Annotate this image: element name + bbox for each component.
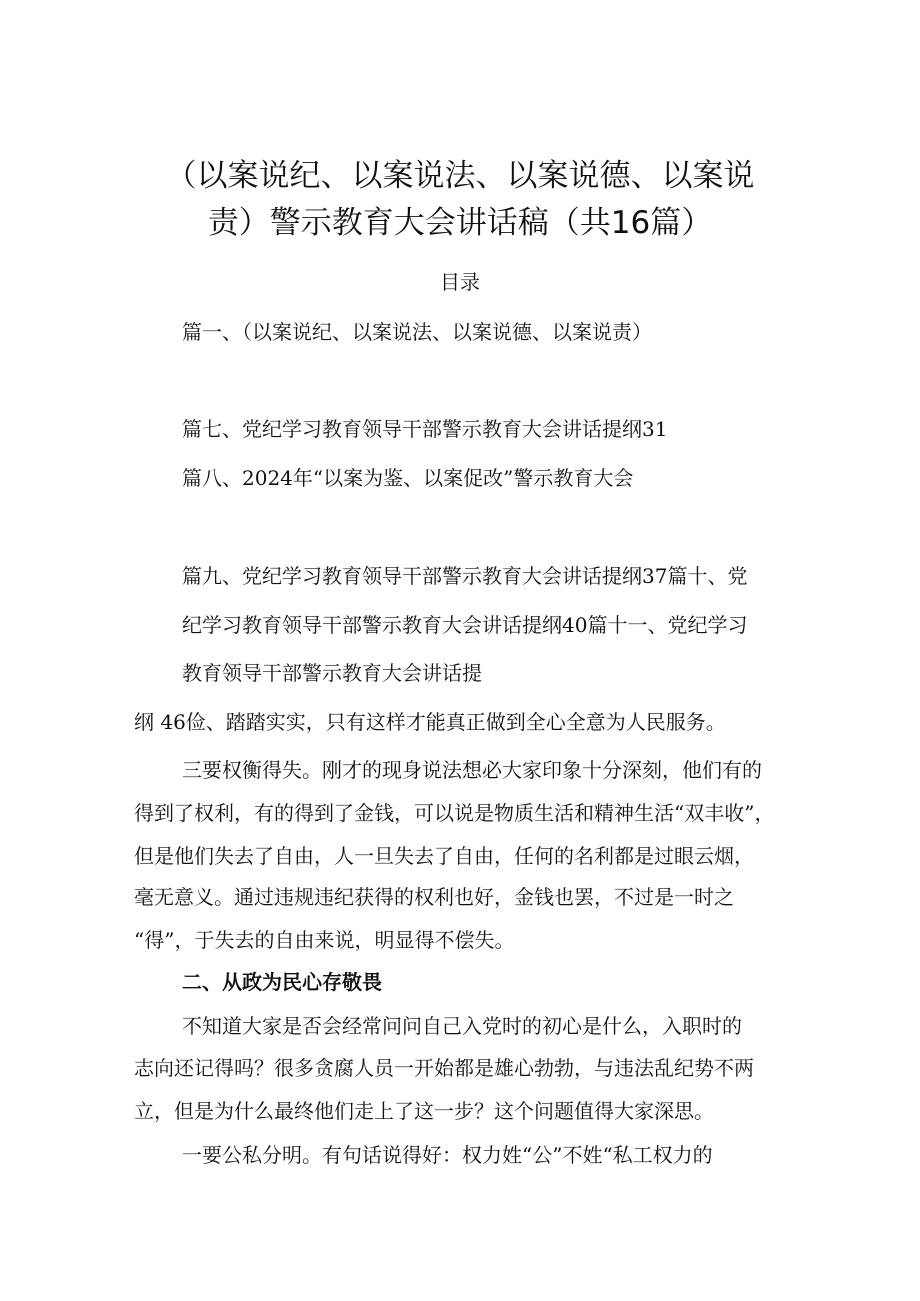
toc-heading: 目录 bbox=[440, 270, 480, 294]
toc-entry-9: 篇九、党纪学习教育领导干部警示教育大会讲话提纲37篇十、党 bbox=[182, 564, 748, 588]
body-line: 三要权衡得失。刚才的现身说法想必大家印象十分深刻，他们有的 bbox=[182, 758, 762, 782]
toc-entry-1: 篇一、（以案说纪、以案说法、以案说德、以案说责） bbox=[182, 320, 652, 344]
toc-entry-8: 篇八、2024年“以案为鉴、以案促改”警示教育大会 bbox=[182, 466, 634, 490]
body-line: 得到了权利，有的得到了金钱，可以说是物质生活和精神生活“双丰收”， bbox=[134, 801, 775, 825]
body-line: 毫无意义。通过违规违纪获得的权利也好，金钱也罢，不过是一时之 bbox=[134, 885, 734, 909]
document-title-line-2: 责）警示教育大会讲话稿（共16篇） bbox=[207, 205, 713, 241]
section-heading: 二、从政为民心存敬畏 bbox=[182, 970, 382, 994]
toc-entry-10: 纪学习教育领导干部警示教育大会讲话提纲40篇十一、党纪学习 bbox=[182, 613, 748, 637]
document-title-line-1: （以案说纪、以案说法、以案说德、以案说 bbox=[165, 158, 755, 194]
toc-entry-11: 教育领导干部警示教育大会讲话提 bbox=[182, 661, 482, 685]
toc-entry-7: 篇七、党纪学习教育领导干部警示教育大会讲话提纲31 bbox=[182, 417, 668, 441]
body-line: 但是他们失去了自由，人一旦失去了自由，任何的名利都是过眼云烟， bbox=[134, 844, 754, 868]
body-line: 立，但是为什么最终他们走上了这一步？这个问题值得大家深思。 bbox=[134, 1099, 714, 1123]
body-line: 不知道大家是否会经常问问自己入党时的初心是什么，入职时的 bbox=[182, 1014, 742, 1038]
body-line: 纲 46俭、踏踏实实，只有这样才能真正做到全心全意为人民服务。 bbox=[134, 710, 726, 734]
body-line: “得”，于失去的自由来说，明显得不偿失。 bbox=[134, 928, 515, 952]
body-line: 一要公私分明。有句话说得好：权力姓“公”不姓“私工权力的 bbox=[182, 1143, 713, 1167]
body-line: 志向还记得吗？很多贪腐人员一开始都是雄心勃勃，与违法乱纪势不两 bbox=[134, 1056, 754, 1080]
